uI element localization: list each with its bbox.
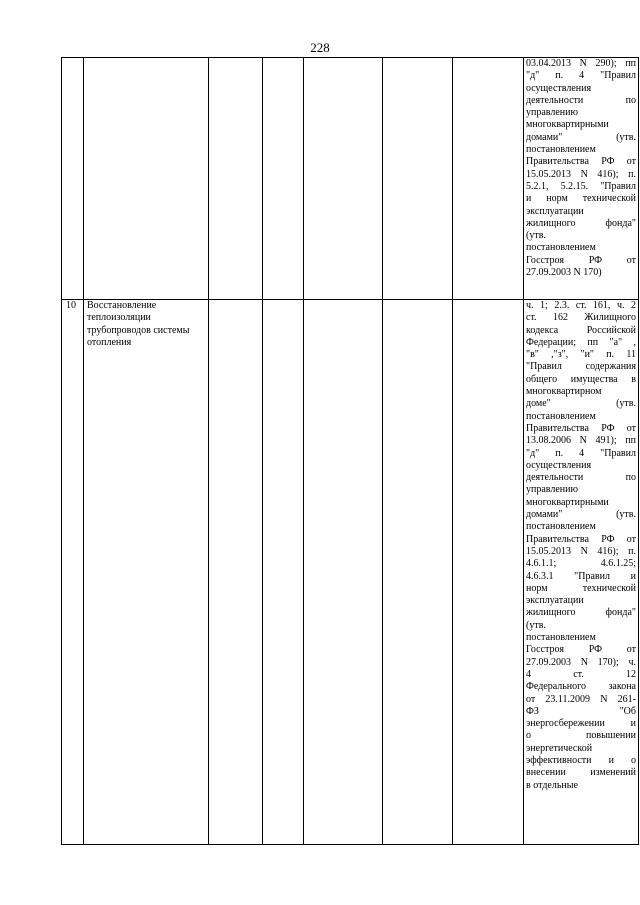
legal-basis-line: постановлением	[526, 521, 596, 533]
empty-cell	[383, 58, 453, 300]
legal-basis-line: ч. 1; 2.3. ст. 161, ч. 2	[526, 300, 636, 311]
legal-basis-line: эксплуатации	[526, 205, 584, 217]
legal-basis-line: и норм технической	[526, 193, 636, 205]
empty-cell	[453, 58, 524, 300]
empty-cell	[304, 58, 383, 300]
legal-basis-line: многоквартирными	[526, 496, 609, 508]
legal-basis-line: постановлением	[526, 242, 596, 254]
legal-basis-line: 15.05.2013 N 416); п.	[526, 168, 636, 180]
legal-basis-line: жилищного фонда"	[526, 217, 636, 229]
work-name: Восстановление теплоизоляции трубопроводов системы отопления	[84, 300, 209, 845]
legal-basis-line: 4.6.1.1; 4.6.1.25;	[526, 558, 636, 570]
legal-basis-line: в отдельные	[526, 779, 578, 791]
legal-basis-line: 15.05.2013 N 416); п.	[526, 545, 636, 557]
legal-basis-line: постановлением	[526, 144, 596, 156]
empty-cell	[263, 300, 304, 845]
legal-basis-line: Госстроя РФ от	[526, 644, 636, 656]
legal-basis-line: 27.09.2003 N 170)	[526, 267, 602, 279]
empty-cell	[209, 58, 263, 300]
legal-basis-line: 03.04.2013 N 290); пп	[526, 58, 636, 69]
requirements-table	[61, 57, 639, 845]
legal-basis-line: постановлением	[526, 632, 596, 644]
legal-basis-line: деятельности по	[526, 472, 636, 484]
legal-basis-line: 27.09.2003 N 170); ч.	[526, 656, 636, 668]
legal-basis-line: общего имущества в	[526, 373, 636, 385]
legal-basis-line: энергосбережении и	[526, 718, 636, 730]
row-number	[62, 58, 84, 300]
legal-basis-line: "Правил содержания	[526, 361, 636, 373]
legal-basis-line: деятельности по	[526, 94, 636, 106]
legal-basis-line: 4.6.3.1 "Правил и	[526, 570, 636, 582]
legal-basis-line: многоквартирном	[526, 386, 602, 398]
work-name	[84, 58, 209, 300]
empty-cell	[383, 300, 453, 845]
legal-basis-line: жилищного фонда"	[526, 607, 636, 619]
legal-basis-line: "д" п. 4 "Правил	[526, 70, 636, 82]
legal-basis-line: управлению	[526, 107, 578, 119]
empty-cell	[304, 300, 383, 845]
legal-basis-line: Федерации; пп "а" ,	[526, 336, 636, 348]
legal-basis-line: 5.2.1, 5.2.15. "Правил	[526, 180, 636, 192]
legal-basis-line: "в" ,"з", "и" п. 11	[526, 349, 636, 361]
legal-basis-line: о повышении	[526, 730, 636, 742]
table-row	[62, 58, 639, 300]
legal-basis-line: домами" (утв.	[526, 509, 636, 521]
legal-basis-line: от 23.11.2009 N 261-	[526, 693, 636, 705]
legal-basis-line: (утв.	[526, 619, 546, 631]
legal-basis-line: Госстроя РФ от	[526, 254, 636, 266]
legal-basis-line: многоквартирными	[526, 119, 609, 131]
legal-basis-line: эксплуатации	[526, 595, 584, 607]
legal-basis-line: энергетической	[526, 742, 593, 754]
legal-basis-line: 4 ст. 12	[526, 668, 636, 680]
legal-basis-line: (утв.	[526, 230, 546, 242]
row-number: 10	[62, 300, 84, 845]
empty-cell	[209, 300, 263, 845]
legal-basis-line: внесении изменений	[526, 767, 636, 779]
legal-basis-line: ст. 162 Жилищного	[526, 312, 636, 324]
legal-basis-line: 13.08.2006 N 491); пп	[526, 435, 636, 447]
legal-basis-line: эффективности и о	[526, 754, 636, 766]
legal-basis-line: Правительства РФ от	[526, 422, 636, 434]
legal-basis-line: управлению	[526, 484, 578, 496]
legal-basis	[524, 58, 639, 300]
legal-basis-line: кодекса Российской	[526, 324, 636, 336]
legal-basis-line: ФЗ "Об	[526, 705, 636, 717]
empty-cell	[453, 300, 524, 845]
legal-basis-line: домами" (утв.	[526, 131, 636, 143]
legal-basis-line: доме" (утв.	[526, 398, 636, 410]
legal-basis-line: Правительства РФ от	[526, 533, 636, 545]
legal-basis-line: норм технической	[526, 582, 636, 594]
legal-basis-line: Федерального закона	[526, 681, 636, 693]
legal-basis-line: осуществления	[526, 82, 592, 94]
page-number: 228	[310, 40, 330, 55]
legal-basis-line: осуществления	[526, 459, 592, 471]
table-row	[62, 300, 639, 845]
empty-cell	[263, 58, 304, 300]
legal-basis-line: постановлением	[526, 410, 596, 422]
legal-basis-line: "д" п. 4 "Правил	[526, 447, 636, 459]
legal-basis	[524, 300, 639, 845]
legal-basis-line: Правительства РФ от	[526, 156, 636, 168]
